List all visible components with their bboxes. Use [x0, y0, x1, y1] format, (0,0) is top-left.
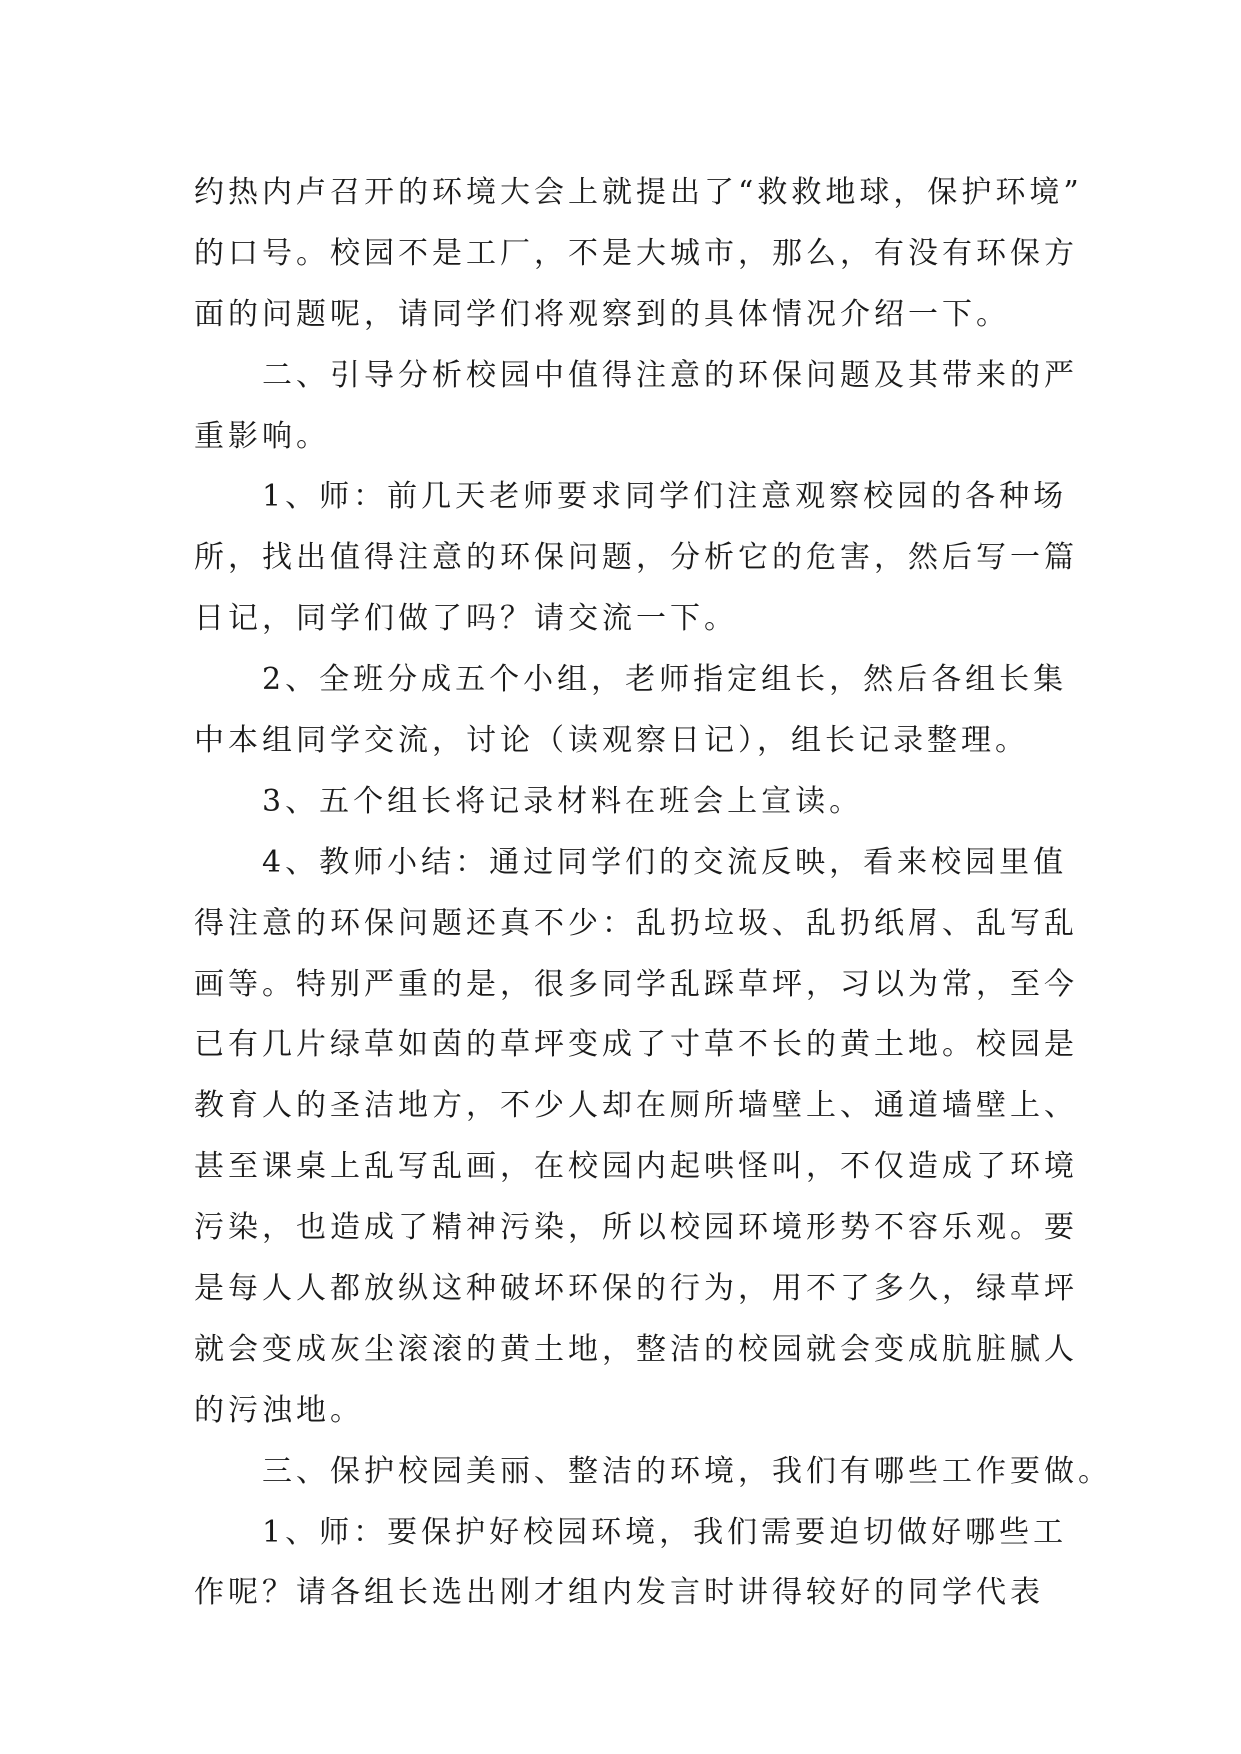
text-line: 就会变成灰尘滚滚的黄土地，整洁的校园就会变成肮脏腻人	[194, 1331, 1078, 1367]
text-line: 三、保护校园美丽、整洁的环境，我们有哪些工作要做。	[262, 1453, 1112, 1489]
text-line: 甚至课桌上乱写乱画，在校园内起哄怪叫，不仅造成了环境	[194, 1149, 1078, 1185]
text-line: 的污浊地。	[194, 1392, 364, 1428]
text-line: 中本组同学交流，讨论（读观察日记），组长记录整理。	[194, 723, 1029, 759]
text-line: 是每人人都放纵这种破坏环保的行为，用不了多久，绿草坪	[194, 1271, 1078, 1307]
text-line: 面的问题呢，请同学们将观察到的具体情况介绍一下。	[194, 296, 1010, 332]
document-body	[194, 163, 1112, 1624]
text-line: 污染，也造成了精神污染，所以校园环境形势不容乐观。要	[194, 1210, 1078, 1246]
text-line: 3、五个组长将记录材料在班会上宣读。	[262, 783, 864, 819]
text-line: 的口号。校园不是工厂，不是大城市，那么，有没有环保方	[194, 235, 1078, 271]
text-line: 画等。特别严重的是，很多同学乱踩草坪，习以为常，至今	[194, 966, 1078, 1002]
text-line: 日记，同学们做了吗？请交流一下。	[194, 601, 738, 637]
text-line: 2、全班分成五个小组，老师指定组长，然后各组长集	[262, 662, 1068, 698]
text-line: 教育人的圣洁地方，不少人却在厕所墙壁上、通道墙壁上、	[194, 1088, 1078, 1124]
text-line: 1、师：前几天老师要求同学们注意观察校园的各种场	[262, 479, 1068, 515]
text-line: 4、教师小结：通过同学们的交流反映，看来校园里值	[262, 844, 1068, 880]
text-line: 1、师：要保护好校园环境，我们需要迫切做好哪些工	[262, 1514, 1068, 1550]
text-line: 约热内卢召开的环境大会上就提出了“救救地球，保护环境”	[194, 175, 1083, 210]
text-line: 已有几片绿草如茵的草坪变成了寸草不长的黄土地。校园是	[194, 1027, 1078, 1063]
text-line: 作呢？请各组长选出刚才组内发言时讲得较好的同学代表	[194, 1575, 1044, 1611]
text-line: 二、引导分析校园中值得注意的环保问题及其带来的严	[262, 357, 1078, 393]
text-line: 重影响。	[194, 418, 330, 454]
text-line: 所，找出值得注意的环保问题，分析它的危害，然后写一篇	[194, 540, 1078, 576]
text-line: 得注意的环保问题还真不少：乱扔垃圾、乱扔纸屑、乱写乱	[194, 905, 1078, 941]
